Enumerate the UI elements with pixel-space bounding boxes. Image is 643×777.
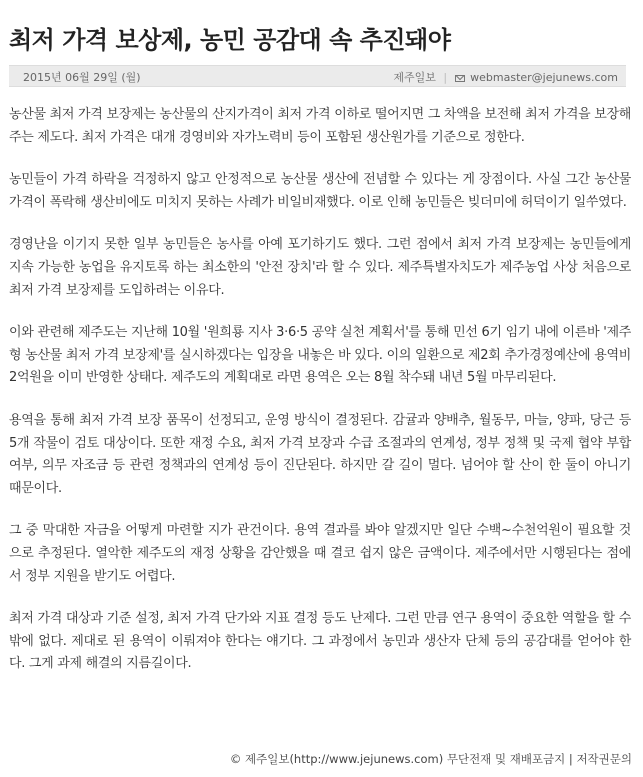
article-meta-bar (9, 65, 626, 87)
article-paragraph: 그 중 막대한 자금을 어떻게 마련할 지가 관건이다. 용역 결과를 봐야 알겠지만 일단 수백~수천억원이 필요할 것으로 추정된다. 열악한 제주도의 재정 상황을 감안했을 때 결코 쉽지 않은 금액이다. 제주에서만 시행된다는 점에서 정부 지원을 받기도 어렵다. (9, 523, 631, 584)
article-paragraph: 이와 관련해 제주도는 지난해 10월 '원희룡 지사 3·6·5 공약 실천 계획서'를 통해 민선 6기 임기 내에 이른바 '제주형 농산물 최저 가격 보장제'를 실시하겠다는 입장을 내놓은 바 있다. 이의 일환으로 제2회 추가경정예산에 용역비 2억원을 이미 반영한 상태다. 제주도의 계획대로 라면 용역은 오는 8월 착수돼 내년 5월 마무리된다. (9, 325, 631, 386)
publisher-name: 제주일보 (393, 71, 436, 84)
mail-icon (455, 75, 465, 82)
article-paragraph: 최저 가격 대상과 기준 설정, 최저 가격 단가와 지표 결정 등도 난제다. 그런 만큼 연구 용역이 중요한 역할을 할 수밖에 없다. 제대로 된 용역이 이뤄져야 한다는 얘기다. 그 과정에서 농민과 생산자 단체 등의 공감대를 얻어야 한다. 그게 과제 해결의 지름길이다. (9, 611, 631, 672)
article-paragraph: 용역을 통해 최저 가격 보장 품목이 선정되고, 운영 방식이 결정된다. 감귤과 양배추, 월동무, 마늘, 양파, 당근 등 5개 작물이 검토 대상이다. 또한 재정 수요, 최저 가격 보장과 수급 조절과의 연계성, 정부 정책 및 국제 협약 부합 여부, 의무 자조금 등 관련 정책과의 연계성 등이 진단된다. 하지만 갈 길이 멀다. 넘어야 할 산이 한 둘이 아니기 때문이다. (9, 412, 631, 496)
article-body (9, 104, 631, 696)
author-email-link[interactable]: webmaster@jejunews.com (470, 71, 618, 84)
byline (393, 69, 618, 85)
article-paragraph: 경영난을 이기지 못한 일부 농민들은 농사를 아예 포기하기도 했다. 그런 점에서 최저 가격 보장제는 농민들에게 지속 가능한 농업을 유지토록 하는 최소한의 '안전 장치'라 할 수 있다. 제주특별자치도가 제주농업 사상 처음으로 최저 가격 보장제를 도입하려는 이유다. (9, 237, 631, 298)
publish-date: 2015년 06월 29일 (월) (23, 71, 141, 84)
meta-separator: | (443, 71, 448, 84)
article-paragraph: 농산물 최저 가격 보장제는 농산물의 산지가격이 최저 가격 이하로 떨어지면 그 차액을 보전해 최저 가격을 보장해주는 제도다. 최저 가격은 대개 경영비와 자가노력비 등이 포함된 생산원가를 기준으로 정한다. (9, 107, 631, 145)
article-paragraph: 농민들이 가격 하락을 걱정하지 않고 안정적으로 농산물 생산에 전념할 수 있다는 게 장점이다. 사실 그간 농산물 가격이 폭락해 생산비에도 미치지 못하는 사례가 비일비재했다. 이로 인해 농민들은 빚더미에 허덕이기 일쑤였다. (9, 172, 631, 210)
article-headline: 최저 가격 보상제, 농민 공감대 속 추진돼야 (9, 26, 451, 54)
copyright-footer: © 제주일보(http://www.jejunews.com) 무단전재 및 재배포금지 | 저작권문의 (229, 752, 632, 766)
